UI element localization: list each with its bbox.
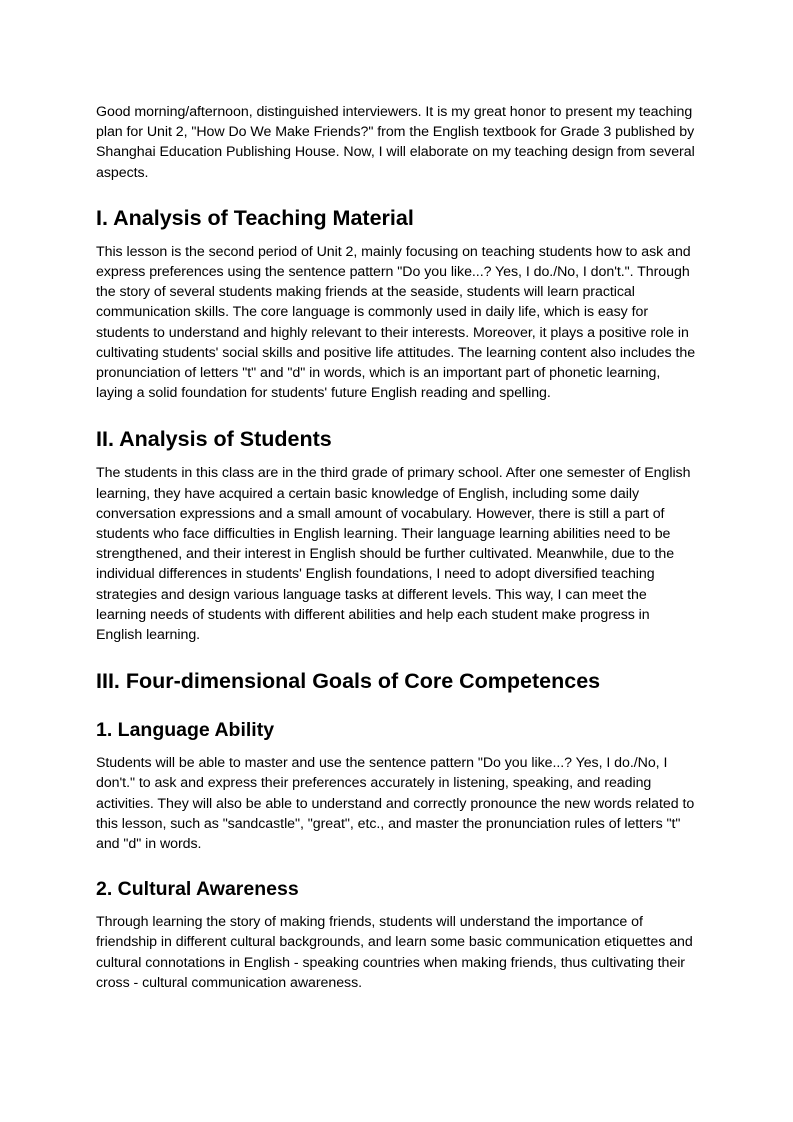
cultural-awareness-paragraph: Through learning the story of making friends, students will understand the importance of friendship in different cultural backgrounds, and learn some basic communication etiquettes and cultural connotations in English - speaking countries when making friends, thus cultivating their cross - cultural communication awareness. xyxy=(96,914,693,991)
language-ability-paragraph: Students will be able to master and use the sentence pattern "Do you like...? Yes, I do./No, I don't." to ask and express their preferences accurately in listening, speaking, and reading activities. They will also be able to understand and correctly pronounce the new words related to this lesson, such as "sandcastle", "great", etc., and master the pronunciation rules of letters "t" and "d" in words. xyxy=(96,755,695,853)
teaching-material-paragraph: This lesson is the second period of Unit 2, mainly focusing on teaching students how to ask and express preferences using the sentence pattern "Do you like...? Yes, I do./No, I don't.". Through the story of several students making friends at the seaside, students will learn practical communication skills. The core language is commonly used in daily life, which is easy for students to understand and highly relevant to their interests. Moreover, it plays a positive role in cultivating students' social skills and positive life attitudes. The learning content also includes the pronunciation of letters "t" and "d" in words, which is an important part of phonetic learning, laying a solid foundation for students' future English reading and spelling. xyxy=(96,243,696,402)
heading-analysis-of-students: II. Analysis of Students xyxy=(96,427,332,452)
analysis-of-students-paragraph: The students in this class are in the third grade of primary school. After one semester of English learning, they have acquired a certain basic knowledge of English, including some daily conversation expressions and a small amount of vocabulary. However, there is still a part of students who face difficulties in English learning. Their language learning abilities need to be strengthened, and their interest in English should be further cultivated. Meanwhile, due to the individual differences in students' English foundations, I need to adopt diversified teaching strategies and design various language tasks at different levels. This way, I can meet the learning needs of students with different abilities and help each student make progress in English learning. xyxy=(96,465,691,644)
heading-cultural-awareness: 2. Cultural Awareness xyxy=(96,878,299,901)
heading-language-ability: 1. Language Ability xyxy=(96,719,275,742)
heading-core-competences: III. Four-dimensional Goals of Core Competences xyxy=(96,669,601,694)
heading-teaching-material: I. Analysis of Teaching Material xyxy=(96,205,414,230)
intro-paragraph: Good morning/afternoon, distinguished interviewers. It is my great honor to present my teaching plan for Unit 2, "How Do We Make Friends?" from the English textbook for Grade 3 published by Shanghai Education Publishing House. Now, I will elaborate on my teaching design from several aspects. xyxy=(96,104,695,181)
document-page xyxy=(96,100,698,993)
